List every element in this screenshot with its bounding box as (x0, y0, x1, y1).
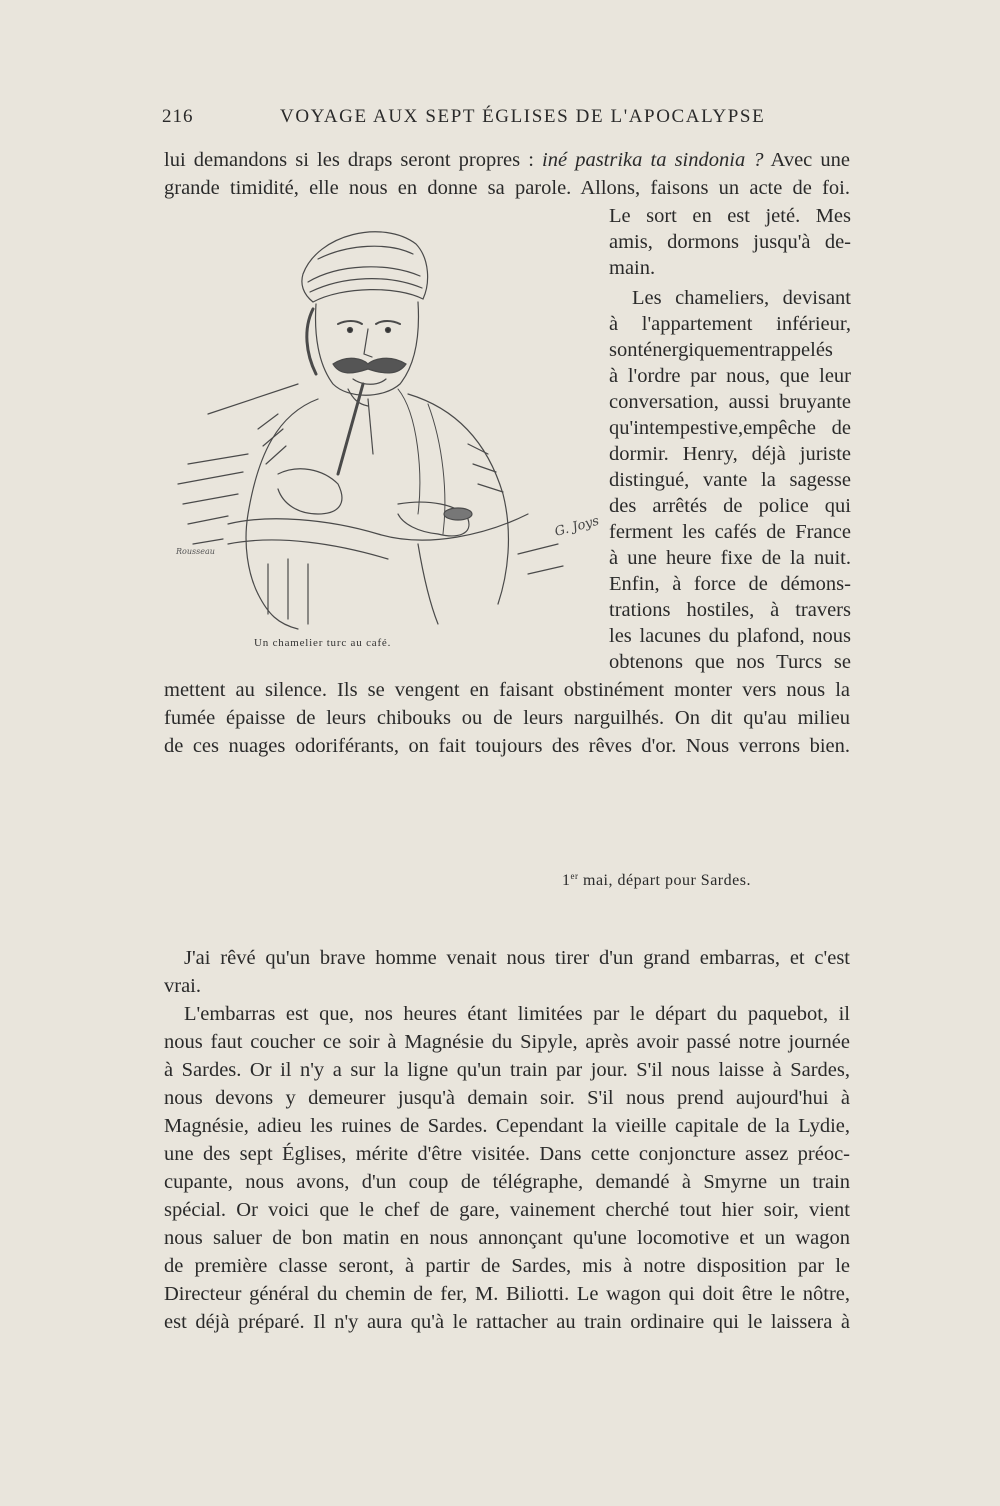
dateline (562, 871, 751, 890)
text-line: à une heure fixe de la nuit. (609, 547, 851, 569)
text-line: est déjà préparé. Il n'y aura qu'à le rattacher au train ordinaire qui le laissera à (164, 1311, 850, 1333)
text-line: de ces nuages odoriférants, on fait toujours des rêves d'or. Nous verrons bien. (164, 735, 850, 757)
figure-caption: Un chamelier turc au café. (254, 637, 392, 649)
text-line: fumée épaisse de leurs chibouks ou de leurs narguilhés. On dit qu'au milieu (164, 707, 850, 729)
text-line: les lacunes du plafond, nous (609, 625, 851, 647)
artist-signature: G. Joys (553, 513, 601, 540)
text-line: nous saluer de bon matin en nous annonçant qu'une locomotive et un wagon (164, 1227, 850, 1249)
text-line: main. (609, 257, 656, 279)
text-line: Le sort en est jeté. Mes (609, 205, 851, 227)
running-title: VOYAGE AUX SEPT ÉGLISES DE L'APOCALYPSE (280, 106, 766, 127)
text-line: sonténergiquementrappelés (609, 339, 833, 361)
text-line: Les chameliers, devisant (632, 287, 851, 309)
text-line: trations hostiles, à travers (609, 599, 851, 621)
text-run: lui demandons si les draps seront propres : (164, 149, 543, 171)
text-line: Enfin, à force de démons- (609, 573, 851, 595)
dateline-ordinal: er (570, 871, 579, 881)
dateline-day: 1 (562, 872, 571, 889)
text-line: dormir. Henry, déjà juriste (609, 443, 851, 465)
text-line: vrai. (164, 975, 201, 997)
text-line: distingué, vante la sagesse (609, 469, 851, 491)
text-line: conversation, aussi bruyante (609, 391, 851, 413)
text-line: des arrêtés de police qui (609, 495, 851, 517)
running-header (162, 106, 852, 136)
text-line: obtenons que nos Turcs se (609, 651, 851, 673)
text-line: mettent au silence. Ils se vengent en faisant obstinément monter vers nous la (164, 679, 850, 701)
text-line: qu'intempestive,empêche de (609, 417, 851, 439)
text-line: J'ai rêvé qu'un brave homme venait nous tirer d'un grand embarras, et c'est (184, 947, 850, 969)
text-line: à l'appartement inférieur, (609, 313, 851, 335)
dateline-text: mai, départ pour Sardes. (578, 872, 751, 889)
text-line: Magnésie, adieu les ruines de Sardes. Cependant la vieille capitale de la Lydie, (164, 1115, 850, 1137)
illustration-camel-driver (168, 214, 608, 634)
text-run: Avec une (763, 149, 850, 171)
text-line: de première classe seront, à partir de Sardes, mis à notre disposition par le (164, 1255, 850, 1277)
engraver-mark: Rousseau (176, 547, 215, 556)
text-line: grande timidité, elle nous en donne sa parole. Allons, faisons un acte de foi. (164, 177, 850, 199)
text-line: nous devons y demeurer jusqu'à demain soir. S'il nous prend aujourd'hui à (164, 1087, 850, 1109)
text-line (164, 146, 850, 174)
text-line: à Sardes. Or il n'y a sur la ligne qu'un train par jour. S'il nous laisse à Sardes, (164, 1059, 850, 1081)
text-line: nous faut coucher ce soir à Magnésie du Sipyle, après avoir passé notre journée (164, 1031, 850, 1053)
text-line: spécial. Or voici que le chef de gare, vainement cherché tout hier soir, vient (164, 1199, 850, 1221)
engraving-drawing (168, 214, 608, 634)
text-line: à l'ordre par nous, que leur (609, 365, 851, 387)
text-line: L'embarras est que, nos heures étant limitées par le départ du paquebot, il (184, 1003, 850, 1025)
text-line: ferment les cafés de France (609, 521, 851, 543)
italic-greek-phrase: iné pastrika ta sindonia ? (542, 149, 764, 171)
text-line: Directeur général du chemin de fer, M. Biliotti. Le wagon qui doit être le nôtre, (164, 1283, 850, 1305)
text-line: cupante, nous avons, d'un coup de télégraphe, demandé à Smyrne un train (164, 1171, 850, 1193)
text-line: une des sept Églises, mérite d'être visitée. Dans cette conjoncture assez préoc- (164, 1143, 850, 1165)
page-number: 216 (162, 106, 194, 127)
text-line: amis, dormons jusqu'à de- (609, 231, 851, 253)
